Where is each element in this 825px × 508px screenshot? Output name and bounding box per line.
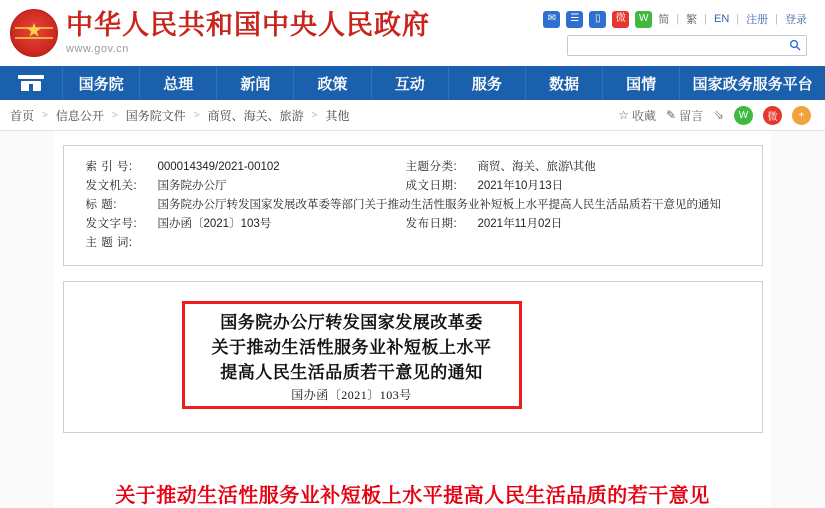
lang-divider-2: |: [704, 13, 707, 25]
breadcrumb: [0, 100, 825, 131]
meta-label-issuing-agency: 发文机关:: [85, 180, 138, 192]
document-title-line-1: 国务院办公厅转发国家发展改革委: [220, 313, 483, 332]
lang-traditional-link[interactable]: 繁: [686, 14, 698, 26]
document-title: [190, 310, 514, 385]
lang-divider-1: |: [676, 13, 680, 25]
nav-item-data[interactable]: 数据: [526, 66, 603, 100]
meta-value-effective-date: 2021年10月13日: [477, 180, 564, 192]
register-link[interactable]: 注册: [746, 14, 769, 26]
document-title-line-3: 提高人民生活品质若干意见的通知: [220, 363, 483, 382]
breadcrumb-item-other[interactable]: 其他: [325, 108, 350, 123]
meta-row-agency: [86, 177, 746, 196]
meta-label-subject-class: 主题分类:: [405, 161, 458, 173]
meta-value-subject-class: 商贸、海关、旅游\其他: [477, 161, 596, 173]
nav-item-gov-service-platform[interactable]: 国家政务服务平台: [692, 75, 813, 93]
wechat-icon[interactable]: W: [635, 11, 652, 28]
site-url: www.gov.cn: [66, 43, 129, 56]
more-share-icon[interactable]: +: [792, 106, 811, 125]
wechat-share-icon[interactable]: W: [734, 106, 753, 125]
nav-item-news[interactable]: 新闻: [217, 66, 294, 100]
nav-items: [63, 66, 825, 100]
document-inner: [63, 145, 763, 508]
breadcrumb-sep-2: >: [111, 109, 118, 121]
breadcrumb-sep-1: >: [42, 109, 48, 121]
site-header: [0, 0, 825, 66]
breadcrumb-sep-4: >: [311, 109, 318, 121]
document-serial-number: 国办函〔2021〕103号: [291, 388, 412, 402]
search-icon[interactable]: [784, 36, 806, 55]
meta-value-doc-number: 国办函〔2021〕103号: [157, 218, 272, 230]
weibo-icon[interactable]: 微: [612, 11, 629, 28]
breadcrumb-item-state-council-docs[interactable]: 国务院文件: [125, 108, 186, 123]
search-input[interactable]: [568, 36, 784, 55]
meta-label-effective-date: 成文日期:: [405, 180, 458, 192]
nav-item-interaction[interactable]: 互动: [372, 66, 449, 100]
meta-row-index: [86, 158, 746, 177]
lang-english-link[interactable]: EN: [714, 13, 730, 25]
meta-label-doc-number: 发文字号:: [85, 218, 138, 230]
breadcrumb-actions: [618, 106, 811, 125]
meta-value-issuing-agency: 国务院办公厅: [157, 180, 227, 192]
document-title-line-2: 关于推动生活性服务业补短板上水平: [211, 338, 492, 357]
search-bar[interactable]: [567, 35, 807, 56]
meta-label-keywords: 主 题 词:: [85, 237, 133, 249]
nav-item-state-council[interactable]: 国务院: [63, 66, 140, 100]
nav-home-button[interactable]: [0, 66, 63, 100]
gov-gate-icon: [18, 75, 44, 91]
meta-label-title: 标 题:: [85, 199, 117, 211]
breadcrumb-item-info-disclosure[interactable]: 信息公开: [55, 108, 104, 123]
pencil-icon: ✎: [666, 108, 677, 122]
header-right: [543, 11, 811, 56]
document-area: [0, 131, 825, 508]
favorite-label: 收藏: [632, 108, 657, 123]
header-utility-bar: [543, 11, 807, 28]
meta-row-docnumber: [86, 215, 746, 234]
share-icon[interactable]: ⇘: [713, 107, 724, 122]
nav-item-service[interactable]: 服务: [449, 66, 526, 100]
document-title-image: [63, 281, 763, 433]
comment-label: 留言: [679, 108, 704, 123]
right-gutter: [771, 131, 825, 508]
meta-value-title: 国务院办公厅转发国家发展改革委等部门关于推动生活性服务业补短板上水平提高人民生活品质若干意见的通知: [157, 199, 721, 211]
lang-simplified-link[interactable]: 简: [658, 14, 670, 26]
message-icon[interactable]: ☰: [566, 11, 583, 28]
weibo-share-icon[interactable]: 微: [763, 106, 782, 125]
comment-button[interactable]: [666, 107, 703, 124]
nav-item-premier[interactable]: 总理: [140, 66, 217, 100]
mobile-icon[interactable]: ▯: [589, 11, 606, 28]
document-headline: 关于推动生活性服务业补短板上水平提高人民生活品质的若干意见: [115, 485, 710, 507]
document-meta-table: [63, 145, 763, 266]
nav-item-national-profile[interactable]: 国情: [603, 66, 680, 100]
meta-label-publish-date: 发布日期:: [405, 218, 458, 230]
breadcrumb-sep-3: >: [193, 109, 200, 121]
meta-value-index-number: 000014349/2021-00102: [157, 161, 280, 173]
login-link[interactable]: 登录: [785, 14, 807, 26]
nav-item-policy[interactable]: 政策: [294, 66, 371, 100]
lang-divider-3: |: [736, 13, 740, 25]
breadcrumb-item-home[interactable]: 首页: [10, 108, 35, 123]
site-title: 中华人民共和国中央人民政府: [66, 9, 430, 40]
meta-label-index-number: 索 引 号:: [85, 161, 133, 173]
site-identity: [66, 11, 430, 55]
meta-value-publish-date: 2021年11月02日: [477, 218, 563, 230]
national-emblem-icon: ★: [10, 9, 58, 57]
breadcrumb-item-category[interactable]: 商贸、海关、旅游: [207, 108, 304, 123]
star-icon: ☆: [618, 108, 629, 122]
meta-row-title: [86, 196, 746, 215]
mail-icon[interactable]: ✉: [543, 11, 560, 28]
favorite-button[interactable]: [618, 107, 656, 124]
meta-row-keywords: [86, 234, 746, 253]
lang-divider-4: |: [775, 13, 778, 25]
main-nav: [0, 66, 825, 100]
left-gutter: [0, 131, 54, 508]
